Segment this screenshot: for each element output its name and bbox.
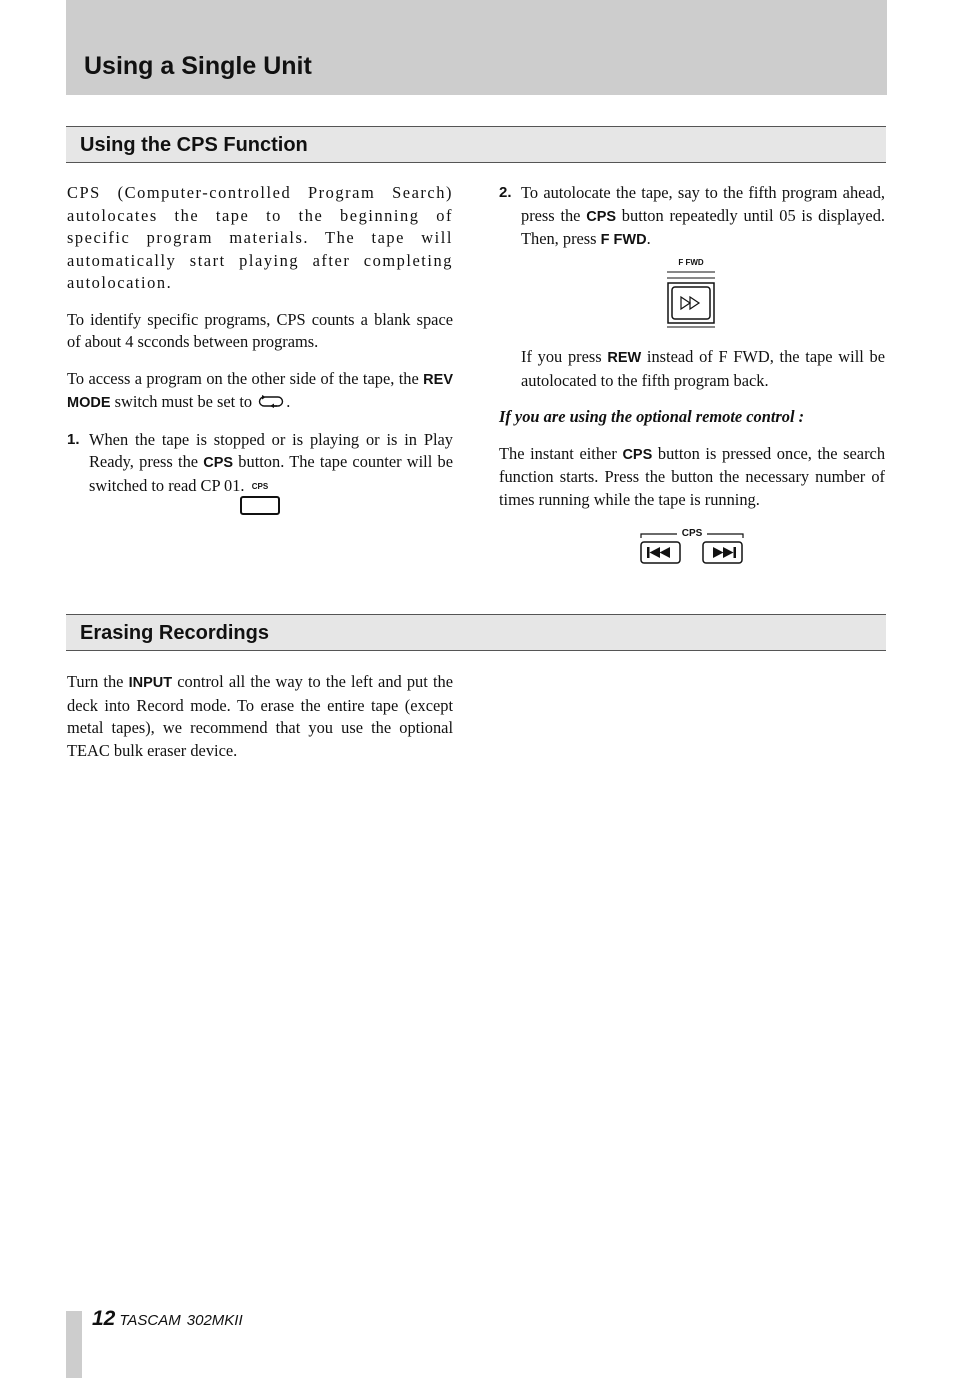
step-1-text-post: button. The tape counter will be switched to read CP 01. <box>89 452 453 495</box>
rev-mode-text-pre: To access a program on the other side of the tape, the <box>67 368 424 388</box>
step-2-ffwd-key: F FWD <box>600 232 647 248</box>
input-key: INPUT <box>128 675 173 691</box>
erase-text-pre: Turn the <box>67 672 129 691</box>
skip-forward-icon <box>702 541 743 564</box>
erase-paragraph <box>67 671 453 762</box>
section-header-erase <box>66 614 886 651</box>
cps-button-figure <box>238 482 282 515</box>
remote-control-heading: If you are using the optional remote control : <box>499 407 805 426</box>
remote-cps-key: CPS <box>622 446 653 463</box>
remote-cps-buttons-figure <box>639 526 745 566</box>
ffwd-button-label: F FWD <box>678 258 704 267</box>
rew-note-paragraph <box>499 346 885 392</box>
page-header <box>66 0 887 95</box>
step-2-text-pre: To autolocate the tape, say to the fifth program ahead, press the <box>521 183 885 225</box>
cps-button-illustration <box>240 496 280 515</box>
cps-left-column <box>67 182 453 511</box>
cps-blank-space-paragraph: To identify specific programs, CPS counts a blank space of about 4 scconds between programs. <box>67 309 453 351</box>
rew-note-text-post: instead of F FWD, the tape will be autolocated to the fifth program back. <box>521 347 885 390</box>
step-1-cps-key: CPS <box>203 455 234 471</box>
page-title: Using a Single Unit <box>84 52 312 80</box>
remote-text-post: button is pressed once, the search function starts. Press the button the necessary number of times running while the tape is running. <box>499 443 886 509</box>
reverse-mode-icon <box>256 395 286 408</box>
erase-column <box>67 671 453 776</box>
step-1-number: 1. <box>67 430 80 448</box>
page-footer <box>92 1307 243 1331</box>
page-number: 12 <box>92 1307 116 1330</box>
cps-rev-mode-paragraph <box>67 368 453 415</box>
rev-mode-key: REV MODE <box>67 371 453 411</box>
step-2-number: 2. <box>499 184 512 201</box>
rev-mode-text-post: switch must be set to <box>110 392 257 411</box>
step-2 <box>499 182 885 252</box>
cps-right-column-lower <box>499 346 885 525</box>
rew-note-text-pre: If you press <box>521 347 608 366</box>
cps-intro-paragraph: CPS (Computer-controlled Program Search) autolocates the tape to the beginning of specific program materials. The tape will automatically start playing after completing autolocation. <box>67 183 453 292</box>
rew-key: REW <box>607 350 642 366</box>
footer-brand: TASCAM <box>119 1312 181 1329</box>
section-header-cps <box>66 126 886 163</box>
skip-back-icon <box>640 541 681 564</box>
footer-tab <box>66 1311 82 1378</box>
footer-model: 302MKII <box>186 1312 243 1329</box>
rev-mode-text-end: . <box>286 392 291 411</box>
remote-control-paragraph <box>499 443 885 512</box>
fast-forward-button-icon <box>666 268 716 328</box>
step-1-text-pre: When the tape is stopped or is playing or is in Play Ready, press the <box>89 429 453 471</box>
ffwd-button-figure <box>666 258 716 328</box>
step-2-text-mid: button repeatedly until 05 is displayed. Then, press <box>521 205 885 248</box>
section-title-cps: Using the CPS Function <box>80 134 308 156</box>
erase-text-post: control all the way to the left and put the deck into Record mode. To erase the entire tape (except metal tapes), we recommend that you use the optional TEAC bulk eraser device. <box>67 672 453 760</box>
cps-button-label: CPS <box>251 482 269 491</box>
cps-right-column <box>499 182 885 266</box>
section-title-erase: Erasing Recordings <box>80 622 269 644</box>
remote-text-pre: The instant either <box>499 443 623 463</box>
step-2-cps-key: CPS <box>586 208 617 225</box>
step-2-text-post: . <box>646 229 651 248</box>
remote-cps-label: CPS <box>681 528 703 539</box>
